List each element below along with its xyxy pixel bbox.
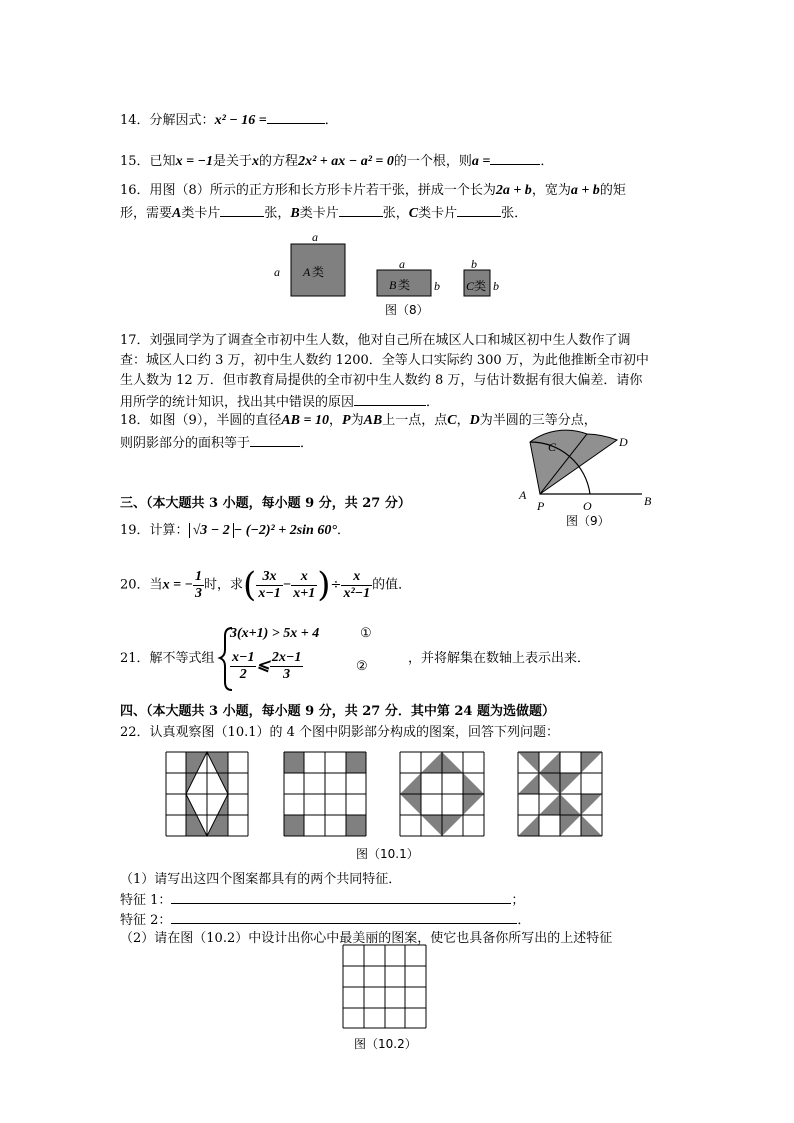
q20-f2-den: x−1 [258,585,281,601]
q15-text: 的一个根，则 [393,154,472,169]
q20-f1-den: 3 [195,585,203,601]
q15-text: 的方程 [259,154,299,169]
q20-math: x = − [162,577,194,593]
q18-text: 如图（9），半圆的直径 [149,413,282,428]
q21-f2-num: 2x−1 [271,650,302,665]
q20-number: 20． [120,577,150,593]
q18-math: D [469,413,480,428]
q20-text: 的值． [372,577,412,593]
figure-10-2-grid[interactable] [343,945,426,1028]
feature1-label: 特征 1： [120,893,172,908]
q22-feature2 [120,910,530,930]
q16-text: 张， [264,206,291,221]
q16-text: ，宽为 [531,183,571,198]
q20-f1-num: 1 [195,568,203,584]
figure-8-caption: 图（8） [385,303,429,317]
card-c-top-label: b [471,257,477,271]
q15-text: 已知 [149,154,176,169]
q22-part2: （2）请在图（10.2）中设计出你心中最美丽的图案，使它也具备你所写出的上述特征 [120,931,613,946]
q20-text: 当 [149,577,163,593]
q19-number: 19． [120,523,150,538]
card-c-letter: C [466,279,475,293]
p2-corner-br [346,815,366,836]
q20-f4-num: x [341,569,372,586]
q15-equation: 2x² + ax − a² = 0 [298,154,394,169]
card-c-suffix: 类 [474,279,487,293]
q18-end: ． [300,436,314,451]
q21-circle-1: ① [360,626,372,641]
q18-math: C [447,413,457,428]
q21-f1-den: 2 [239,667,247,682]
card-c-side-label: b [493,279,499,293]
point-p-label: P [537,499,545,513]
q18-math: P [342,413,351,428]
section-3-title: 三、（本大题共 3 小题，每小题 9 分，共 27 分） [120,496,411,511]
q20-f2-num: 3x [256,569,282,586]
q14-expression: x² − 16 = [214,113,267,128]
q21-le: ⩽ [256,657,270,674]
q22-part1: （1）请写出这四个图案都具有的两个共同特征． [120,872,402,887]
q20-minus: − [282,577,292,593]
feature2-end: ． [517,913,531,928]
right-paren: ) [317,565,331,605]
q15-math: x = −1 [175,154,214,169]
question-17-line1: 17．刘强同学为了调查全市初中生人数，他对自己所在城区人口和城区初中生人数作了调 [120,333,631,348]
q22-feature1 [120,890,524,910]
q16-text: 张， [382,206,409,221]
q16-text: 张． [501,206,528,221]
q18-text: ， [328,413,342,428]
card-a-suffix: 类 [312,265,325,279]
q16-text: 类卡片 [299,206,339,221]
q20-f3-num: x [291,569,317,586]
pattern-3 [400,752,484,836]
q16-number: 16． [120,183,150,198]
q18-text: 则阴影部分的面积等于 [120,436,251,451]
q14-number: 14． [120,113,150,128]
q16-math: a + b [570,183,600,198]
feature1-blank[interactable] [171,890,511,904]
q16-math: B [290,206,300,221]
question-17-line2: 查：城区人口约 3 万，初中生人数约 1200．全等人口实际约 300 万，为此他推断全市初中 [120,353,649,368]
q21-number: 21． [120,651,150,666]
section-4-title: 四、（本大题共 3 小题，每小题 9 分，共 27 分．其中第 24 题为选做题） [120,704,555,719]
feature2-label: 特征 2： [120,913,172,928]
question-22-line1: 22．认真观察图（10.1）的 4 个图中阴影部分构成的图案，回答下列问题： [120,725,560,740]
q18-number: 18． [120,413,150,428]
p1-grid [166,752,248,836]
card-b-top-label: a [399,257,405,271]
point-d-label: D [619,435,628,449]
figure-9-caption: 图（9） [566,514,610,528]
q16-math: 2a + b [495,183,532,198]
q19-expression: − (−2)² + 2sin 60° [233,523,337,538]
feature1-end: ； [511,893,525,908]
q15-math: a = [471,154,491,169]
card-b-suffix: 类 [398,278,411,292]
pattern-1 [166,752,248,836]
point-b-label: B [644,494,652,508]
q16-text: 类卡片 [418,206,458,221]
card-a-letter: A [303,265,311,279]
q19-end: ． [336,523,350,538]
q20-f3-den: x+1 [293,585,316,601]
q15-math: x [252,154,260,169]
p3-grid [400,752,484,836]
q16-text: 用图（8）所示的正方形和长方形卡片若干张，拼成一个长为 [149,183,496,198]
q20-text: 时，求 [204,577,244,593]
figure-10-2-caption: 图（10.2） [354,1037,417,1051]
q21-eq1: 3(x+1) > 5x + 4 [230,626,320,641]
p2-corner-tr [346,752,366,773]
q16-text: 类卡片 [181,206,221,221]
q16-math: C [408,206,419,221]
figure-10-1-caption: 图（10.1） [356,847,419,861]
q18-math: AB = 10 [281,413,329,428]
question-17-line3: 生人数为 12 万．但市教育局提供的全市初中生人数约 8 万，与估计数据有很大偏差．请你 [120,373,643,388]
q17-text: 用所学的统计知识，找出其中错误的原因 [120,395,355,410]
pattern-2 [284,752,366,836]
p2-corner-tl [284,752,304,773]
q18-text: 为 [350,413,364,428]
q15-text: 是关于 [213,154,253,169]
q21-circle-2: ② [356,659,368,674]
q16-math: A [172,206,182,221]
q21-f1-num: x−1 [232,650,255,665]
q15-end: ． [540,154,554,169]
feature2-blank[interactable] [171,910,517,924]
card-b-side-label: b [434,279,440,293]
q15-number: 15． [120,154,150,169]
card-a-top-label: a [312,230,318,244]
q18-text: 上一点，点 [382,413,448,428]
card-b-letter: B [389,278,397,292]
point-c-label: C [548,440,557,454]
q18-text: 为半圆的三等分点， [479,413,597,428]
pattern-4 [518,752,602,836]
point-o-label: O [583,499,592,513]
card-a-side-label: a [274,265,280,279]
q16-text: 形，需要 [120,206,173,221]
q14-end: ． [324,113,338,128]
q14-text: 分解因式： [149,113,215,128]
q21-tail: ，并将解集在数轴上表示出来． [408,651,591,666]
q21-text: 解不等式组 [149,651,215,666]
point-a-label: A [519,488,527,502]
p2-corner-bl [284,815,304,836]
q18-math: AB [363,413,383,428]
q20-f4-den: x²−1 [343,585,371,601]
q21-f2-den: 3 [283,667,291,682]
q19-absolute-value: √3 − 2 [189,523,234,538]
q20-divide: ÷ [330,577,342,593]
q17-end: ． [426,395,440,410]
q19-text: 计算： [149,523,189,538]
left-paren: ( [243,565,257,605]
q18-text: ， [456,413,470,428]
q16-text: 的矩 [599,183,626,198]
